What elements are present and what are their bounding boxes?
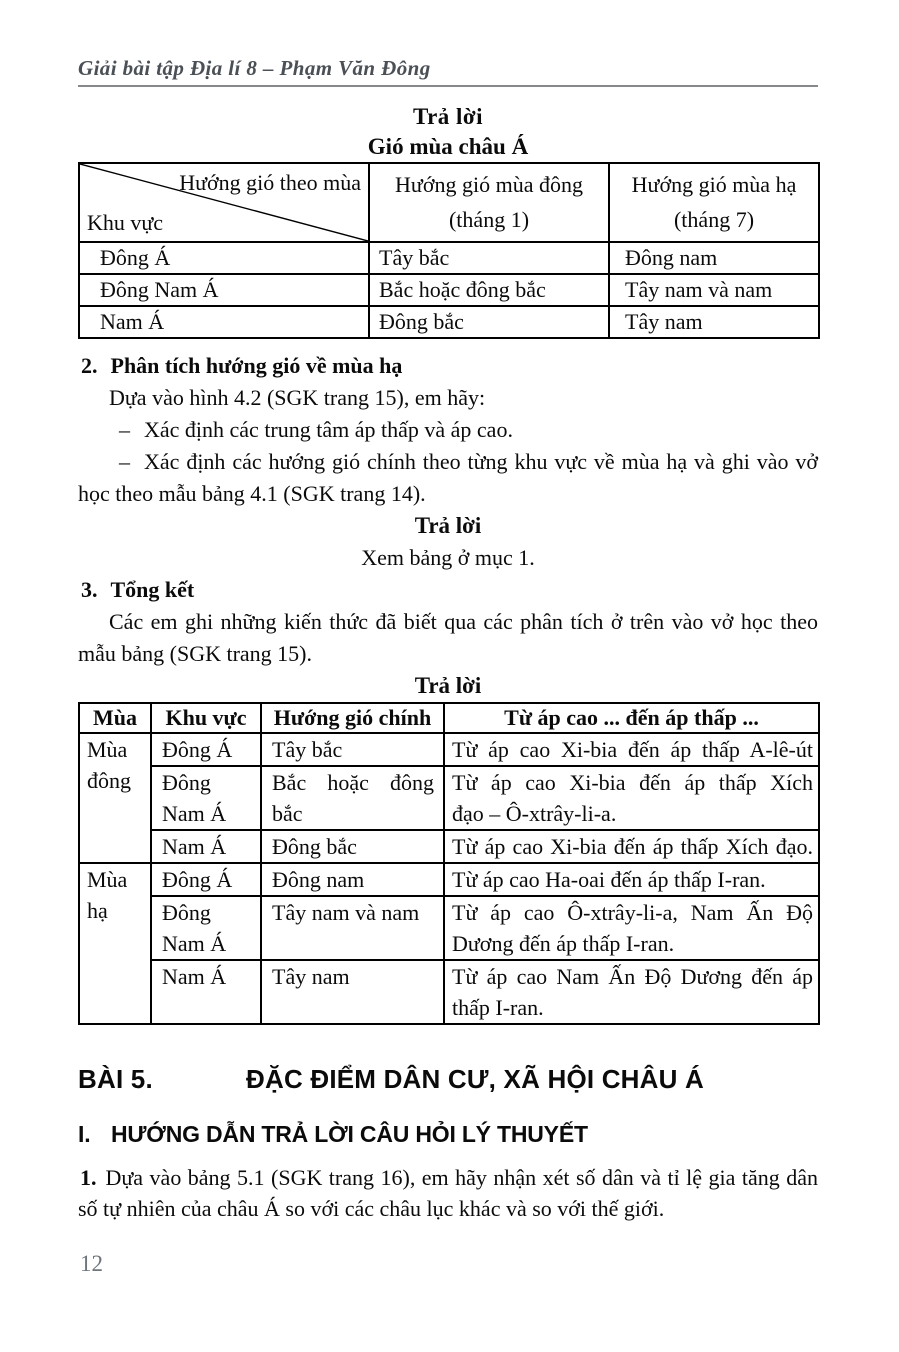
corner-label-region: Khu vực bbox=[87, 210, 164, 235]
region-cell: Đông Á bbox=[79, 242, 369, 274]
wind-line: Tây nam bbox=[272, 964, 350, 989]
route-line: Từ áp cao Xi-bia đến áp thấp A-lê-út bbox=[452, 737, 813, 762]
wind-cell bbox=[261, 830, 444, 863]
table-row bbox=[79, 896, 819, 960]
wind-cell bbox=[261, 766, 444, 830]
doc-header bbox=[78, 0, 818, 87]
winter-wind-cell: Tây bắc bbox=[369, 242, 609, 274]
header-wind: Hướng gió chính bbox=[261, 703, 444, 733]
monsoon-table bbox=[78, 162, 820, 339]
lesson-title: ĐẶC ĐIỂM DÂN CƯ, XÃ HỘI CHÂU Á bbox=[246, 1064, 705, 1094]
wind-line: Tây bắc bbox=[272, 737, 343, 762]
bullet-text: Xác định các trung tâm áp thấp và áp cao. bbox=[144, 417, 513, 442]
region-cell: Nam Á bbox=[79, 306, 369, 338]
table-header-row bbox=[79, 163, 819, 242]
table-row bbox=[79, 830, 819, 863]
region-cell bbox=[151, 733, 261, 766]
section-title: Phân tích hướng gió về mùa hạ bbox=[110, 353, 403, 378]
wind-line: Bắc hoặc đông bbox=[272, 770, 434, 795]
header-region: Khu vực bbox=[151, 703, 261, 733]
route-line: Từ áp cao Ô-xtrây-li-a, Nam Ấn Độ bbox=[452, 900, 813, 925]
paragraph-intro: Dựa vào hình 4.2 (SGK trang 15), em hãy: bbox=[109, 385, 486, 410]
season-line: Mùa bbox=[87, 737, 128, 762]
wind-cell bbox=[261, 896, 444, 960]
table-row bbox=[79, 274, 819, 306]
dash: – bbox=[119, 417, 130, 442]
table-row bbox=[79, 863, 819, 896]
theory-section-label: I. bbox=[78, 1121, 91, 1147]
region-line: Nam Á bbox=[162, 964, 227, 989]
route-line: Từ áp cao Xi-bia đến áp thấp Xích bbox=[452, 770, 813, 795]
col-header-line: Hướng gió mùa hạ bbox=[631, 172, 797, 197]
theory-section-heading bbox=[78, 1120, 818, 1148]
route-line: Từ áp cao Nam Ấn Độ Dương đến áp bbox=[452, 964, 813, 989]
route-line: thấp I-ran. bbox=[452, 995, 544, 1020]
answer-text: Xem bảng ở mục 1. bbox=[361, 545, 535, 570]
region-cell bbox=[151, 766, 261, 830]
answer-label: Trả lời bbox=[414, 673, 482, 698]
header-route: Từ áp cao ... đến áp thấp ... bbox=[444, 703, 819, 733]
region-line: Đông bbox=[162, 770, 211, 795]
wind-line: Đông nam bbox=[272, 867, 365, 892]
section-number: 3. bbox=[81, 577, 98, 602]
region-line: Nam Á bbox=[162, 834, 227, 859]
season-cell-summer bbox=[79, 863, 151, 1024]
table-caption: Gió mùa châu Á bbox=[367, 134, 529, 159]
winter-wind-cell: Đông bắc bbox=[369, 306, 609, 338]
answer-label: Trả lời bbox=[414, 513, 482, 538]
dash: – bbox=[119, 449, 130, 474]
bullet-text: Xác định các hướng gió chính theo từng khu vực về mùa hạ và ghi vào vở học theo mẫu bảng 4.1 (SGK trang 14). bbox=[78, 449, 818, 506]
wind-line: bắc bbox=[272, 801, 303, 826]
wind-cell bbox=[261, 863, 444, 896]
route-cell bbox=[444, 733, 819, 766]
summer-wind-cell: Đông nam bbox=[609, 242, 819, 274]
col-header-line: (tháng 7) bbox=[673, 207, 755, 232]
season-line: đông bbox=[87, 768, 131, 793]
route-line: Từ áp cao Ha-oai đến áp thấp I-ran. bbox=[452, 867, 766, 892]
paragraph: Các em ghi những kiến thức đã biết qua các phân tích ở trên vào vở học theo mẫu bảng (SGK trang 15). bbox=[78, 609, 818, 666]
wind-cell bbox=[261, 733, 444, 766]
section-number: 2. bbox=[81, 353, 98, 378]
wind-line: Tây nam và nam bbox=[272, 900, 420, 925]
col-header-summer bbox=[609, 163, 819, 242]
summary-table bbox=[78, 702, 820, 1025]
answer-label: Trả lời bbox=[412, 104, 484, 129]
season-line: Mùa bbox=[87, 867, 128, 892]
table-row bbox=[79, 733, 819, 766]
table-header-row bbox=[79, 703, 819, 733]
section-3-heading bbox=[78, 574, 818, 606]
region-cell bbox=[151, 960, 261, 1024]
col-header-line: Hướng gió mùa đông bbox=[395, 172, 583, 197]
theory-section-title: HƯỚNG DẪN TRẢ LỜI CÂU HỎI LÝ THUYẾT bbox=[111, 1121, 588, 1147]
route-cell bbox=[444, 830, 819, 863]
wind-cell bbox=[261, 960, 444, 1024]
table-row bbox=[79, 960, 819, 1024]
region-cell bbox=[151, 830, 261, 863]
col-header-winter bbox=[369, 163, 609, 242]
section-2-heading bbox=[78, 350, 818, 382]
table-row bbox=[79, 766, 819, 830]
region-line: Đông Á bbox=[162, 867, 233, 892]
section-title: Tổng kết bbox=[110, 577, 195, 602]
lesson-5-heading bbox=[78, 1064, 818, 1094]
region-cell bbox=[151, 896, 261, 960]
table-row bbox=[79, 306, 819, 338]
col-header-line: (tháng 1) bbox=[448, 207, 530, 232]
doc-header-title: Giải bài tập Địa lí 8 – Phạm Văn Đông bbox=[78, 55, 818, 87]
route-line: Từ áp cao Xi-bia đến áp thấp Xích đạo. bbox=[452, 834, 813, 859]
corner-cell bbox=[79, 163, 369, 242]
question-1 bbox=[78, 1162, 818, 1224]
route-line: đạo – Ô-xtrây-li-a. bbox=[452, 801, 617, 826]
question-number: 1. bbox=[80, 1165, 97, 1190]
summer-wind-cell: Tây nam và nam bbox=[609, 274, 819, 306]
region-line: Nam Á bbox=[162, 801, 227, 826]
bullet-item bbox=[78, 446, 818, 510]
winter-wind-cell: Bắc hoặc đông bắc bbox=[369, 274, 609, 306]
region-cell bbox=[151, 863, 261, 896]
route-cell bbox=[444, 896, 819, 960]
route-cell bbox=[444, 960, 819, 1024]
question-text: Dựa vào bảng 5.1 (SGK trang 16), em hãy nhận xét số dân và tỉ lệ gia tăng dân số tự nhiên của châu Á so với các châu lục khác và so với thế giới. bbox=[78, 1165, 818, 1221]
route-cell bbox=[444, 766, 819, 830]
region-cell: Đông Nam Á bbox=[79, 274, 369, 306]
page-number: 12 bbox=[80, 1251, 103, 1276]
wind-line: Đông bắc bbox=[272, 834, 357, 859]
season-cell-winter bbox=[79, 733, 151, 863]
table-row bbox=[79, 242, 819, 274]
header-season: Mùa bbox=[79, 703, 151, 733]
region-line: Nam Á bbox=[162, 931, 227, 956]
route-cell bbox=[444, 863, 819, 896]
season-line: hạ bbox=[87, 898, 108, 923]
lesson-label: BÀI 5. bbox=[78, 1064, 153, 1094]
route-line: Dương đến áp thấp I-ran. bbox=[452, 931, 675, 956]
summer-wind-cell: Tây nam bbox=[609, 306, 819, 338]
corner-label-wind: Hướng gió theo mùa bbox=[179, 170, 361, 195]
region-line: Đông bbox=[162, 900, 211, 925]
region-line: Đông Á bbox=[162, 737, 233, 762]
bullet-item bbox=[78, 414, 818, 446]
